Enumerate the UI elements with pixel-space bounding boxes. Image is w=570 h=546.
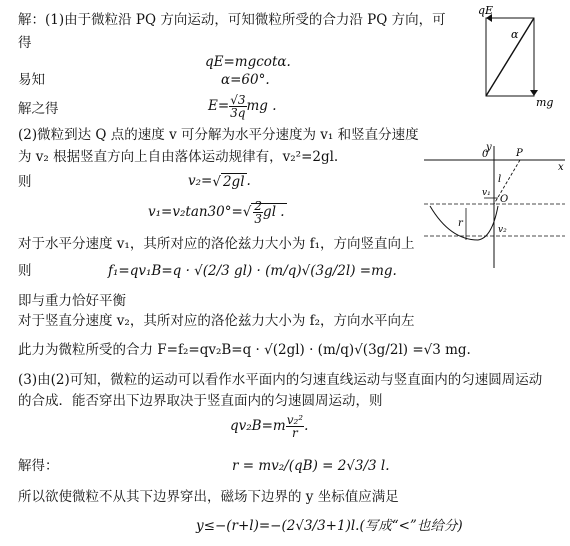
part2-line1: (2)微粒到达 Q 点的速度 v 可分解为水平分速度为 v₁ 和竖直分速度: [18, 127, 419, 143]
label-r: r: [458, 218, 463, 229]
label-l: l: [498, 174, 502, 185]
part2-horiz: 对于水平分速度 v₁，其所对应的洛伦兹力大小为 f₁，方向竖直向上: [18, 236, 415, 252]
equation-r: r = mv₂/(qB) = 2√3/3 l.: [232, 458, 390, 474]
label-alpha: α: [511, 28, 519, 41]
label-v1: v₁: [482, 188, 491, 198]
label-x: x: [558, 162, 564, 173]
force-diagram: [478, 4, 568, 114]
equation-qE: qE=mgcotα.: [205, 54, 291, 70]
motion-diagram: [420, 140, 568, 270]
label-y: y: [486, 142, 492, 153]
label-P: P: [516, 148, 523, 159]
equation-v1: v₁=v₂tan30°=√ $\frac{2}{3}$ gl .: [148, 199, 285, 226]
equation-lorentz: qv₂B=m $\frac{\text{v₂²}}{r}$ .: [230, 413, 309, 440]
part3-line2: 的合成．能否穿出下边界取决于竖直面内的匀速圆周运动，则: [18, 393, 383, 409]
label-qE: qE: [478, 4, 494, 17]
part3-conclusion: 所以欲使微粒不从其下边界穿出，磁场下边界的 y 坐标值应满足: [18, 489, 399, 505]
label-v2: v₂: [498, 225, 507, 235]
part1-intro: 解：(1)由于微粒沿 PQ 方向运动，可知微粒所受的合力沿 PQ 方向，可: [18, 12, 446, 28]
equation-alpha: α=60°.: [221, 72, 270, 88]
part3-jiede: 解得：: [18, 458, 59, 474]
equation-v2: v₂=√ 2gl .: [188, 173, 251, 190]
part2-vert: 对于竖直分速度 v₂，其所对应的洛伦兹力大小为 f₂，方向水平向左: [18, 313, 415, 329]
label-origin: 0: [482, 149, 489, 160]
part1-jiezhi: 解之得: [18, 101, 59, 117]
label-O: O: [500, 194, 509, 205]
equation-final: y≤−(r+l)=−(2√3/3+1)l.(写成“<”也给分): [196, 518, 463, 534]
part1-de: 得: [18, 35, 32, 51]
circular-arc: [430, 206, 498, 240]
part2-force: 此力为微粒所受的合力 F=f₂=qv₂B=q · √(2gl) · (m/q)√(3g/2l) =√3 mg.: [18, 342, 471, 358]
part2-line2: 为 v₂ 根据竖直方向上自由落体运动规律有，v₂²=2gl.: [18, 149, 339, 165]
part2-ze2: 则: [18, 263, 32, 279]
part3-line1: (3)由(2)可知，微粒的运动可以看作水平面内的匀速直线运动与竖直面内的匀速圆周运动: [18, 372, 543, 388]
equation-E: E= $\frac{√3}{3q}$ mg .: [208, 93, 277, 120]
equation-f1: f₁=qv₁B=q · √(2/3 gl) · (m/q)√(3g/2l) =mg.: [108, 263, 397, 279]
part1-yizhi: 易知: [18, 72, 45, 88]
part2-ze: 则: [18, 174, 32, 190]
resultant-arrow: [486, 18, 534, 96]
part2-balance: 即与重力恰好平衡: [18, 293, 126, 309]
label-mg: mg: [536, 96, 554, 109]
